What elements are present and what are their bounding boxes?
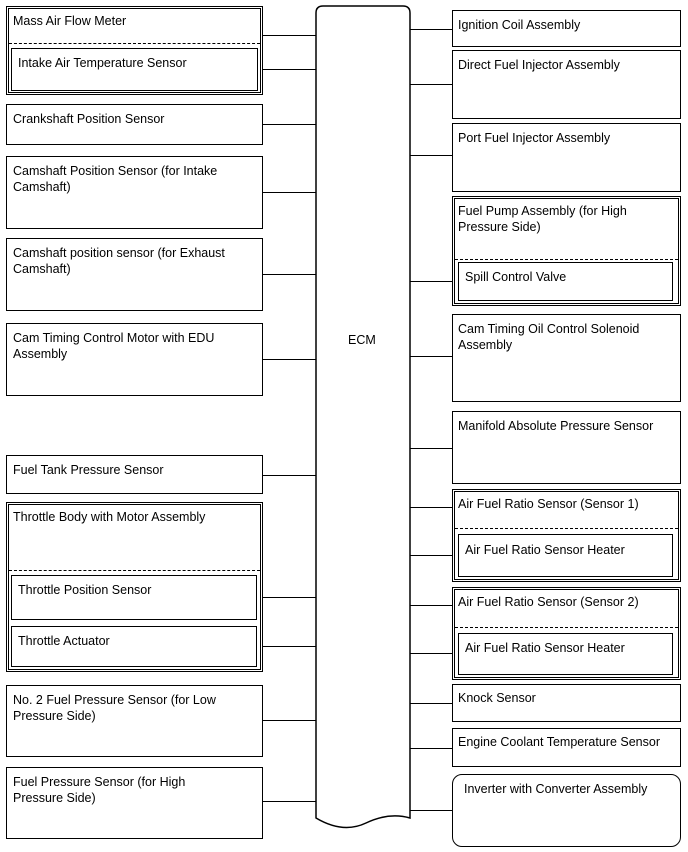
cam-intake-label: Camshaft Position Sensor (for Intake Camshaft)	[13, 164, 218, 194]
throttle-act-label: Throttle Actuator	[18, 634, 110, 648]
fuel-high-label: Fuel Pressure Sensor (for High Pressure Side)	[13, 775, 186, 805]
inverter-label: Inverter with Converter Assembly	[464, 782, 648, 796]
divider	[455, 528, 678, 529]
connector-line	[258, 69, 316, 70]
cam-ocv-label: Cam Timing Oil Control Solenoid Assembly	[458, 322, 640, 352]
ignition-label: Ignition Coil Assembly	[458, 18, 581, 32]
knock-sensor-label: Knock Sensor	[458, 691, 536, 705]
af1-label: Air Fuel Ratio Sensor (Sensor 1)	[458, 497, 639, 511]
connector-line	[257, 597, 316, 598]
fuel-tank-label: Fuel Tank Pressure Sensor	[13, 463, 164, 477]
af2-label: Air Fuel Ratio Sensor (Sensor 2)	[458, 595, 639, 609]
connector-line	[410, 29, 452, 30]
cam-motor-label: Cam Timing Control Motor with EDU Assembly	[13, 331, 215, 361]
throttle-pos-label: Throttle Position Sensor	[18, 583, 152, 597]
divider	[455, 627, 678, 628]
connector-line	[410, 356, 452, 357]
direct-injector-label: Direct Fuel Injector Assembly	[458, 58, 620, 72]
connector-line	[262, 35, 316, 36]
connector-line	[263, 801, 316, 802]
connector-line	[410, 155, 452, 156]
connector-line	[410, 605, 452, 606]
af2-heater-label: Air Fuel Ratio Sensor Heater	[465, 641, 625, 655]
fuel-low-label: No. 2 Fuel Pressure Sensor (for Low Pressure Side)	[13, 693, 216, 723]
connector-line	[410, 703, 452, 704]
connector-line	[257, 646, 316, 647]
connector-line	[263, 359, 316, 360]
connector-line	[410, 555, 458, 556]
crank-label: Crankshaft Position Sensor	[13, 112, 165, 126]
connector-line	[263, 274, 316, 275]
ecm-label: ECM	[348, 333, 376, 347]
connector-line	[263, 475, 316, 476]
connector-line	[263, 720, 316, 721]
map-sensor-label: Manifold Absolute Pressure Sensor	[458, 419, 654, 433]
maf-label: Mass Air Flow Meter	[13, 14, 127, 28]
divider	[9, 570, 260, 571]
connector-line	[410, 84, 452, 85]
spill-valve-label: Spill Control Valve	[465, 270, 567, 284]
connector-line	[410, 810, 452, 811]
iat-label: Intake Air Temperature Sensor	[18, 56, 187, 70]
divider	[455, 259, 678, 260]
connector-line	[410, 281, 458, 282]
throttle-body-label: Throttle Body with Motor Assembly	[13, 510, 206, 524]
port-injector-label: Port Fuel Injector Assembly	[458, 131, 611, 145]
connector-line	[410, 653, 458, 654]
connector-line	[410, 448, 452, 449]
connector-line	[263, 124, 316, 125]
fuel-pump-label: Fuel Pump Assembly (for High Pressure Side)	[458, 204, 627, 234]
ect-sensor-label: Engine Coolant Temperature Sensor	[458, 735, 660, 749]
divider	[9, 43, 260, 44]
connector-line	[263, 192, 316, 193]
cam-exhaust-label: Camshaft position sensor (for Exhaust Camshaft)	[13, 246, 225, 276]
connector-line	[410, 748, 452, 749]
af1-heater-label: Air Fuel Ratio Sensor Heater	[465, 543, 625, 557]
connector-line	[410, 507, 452, 508]
